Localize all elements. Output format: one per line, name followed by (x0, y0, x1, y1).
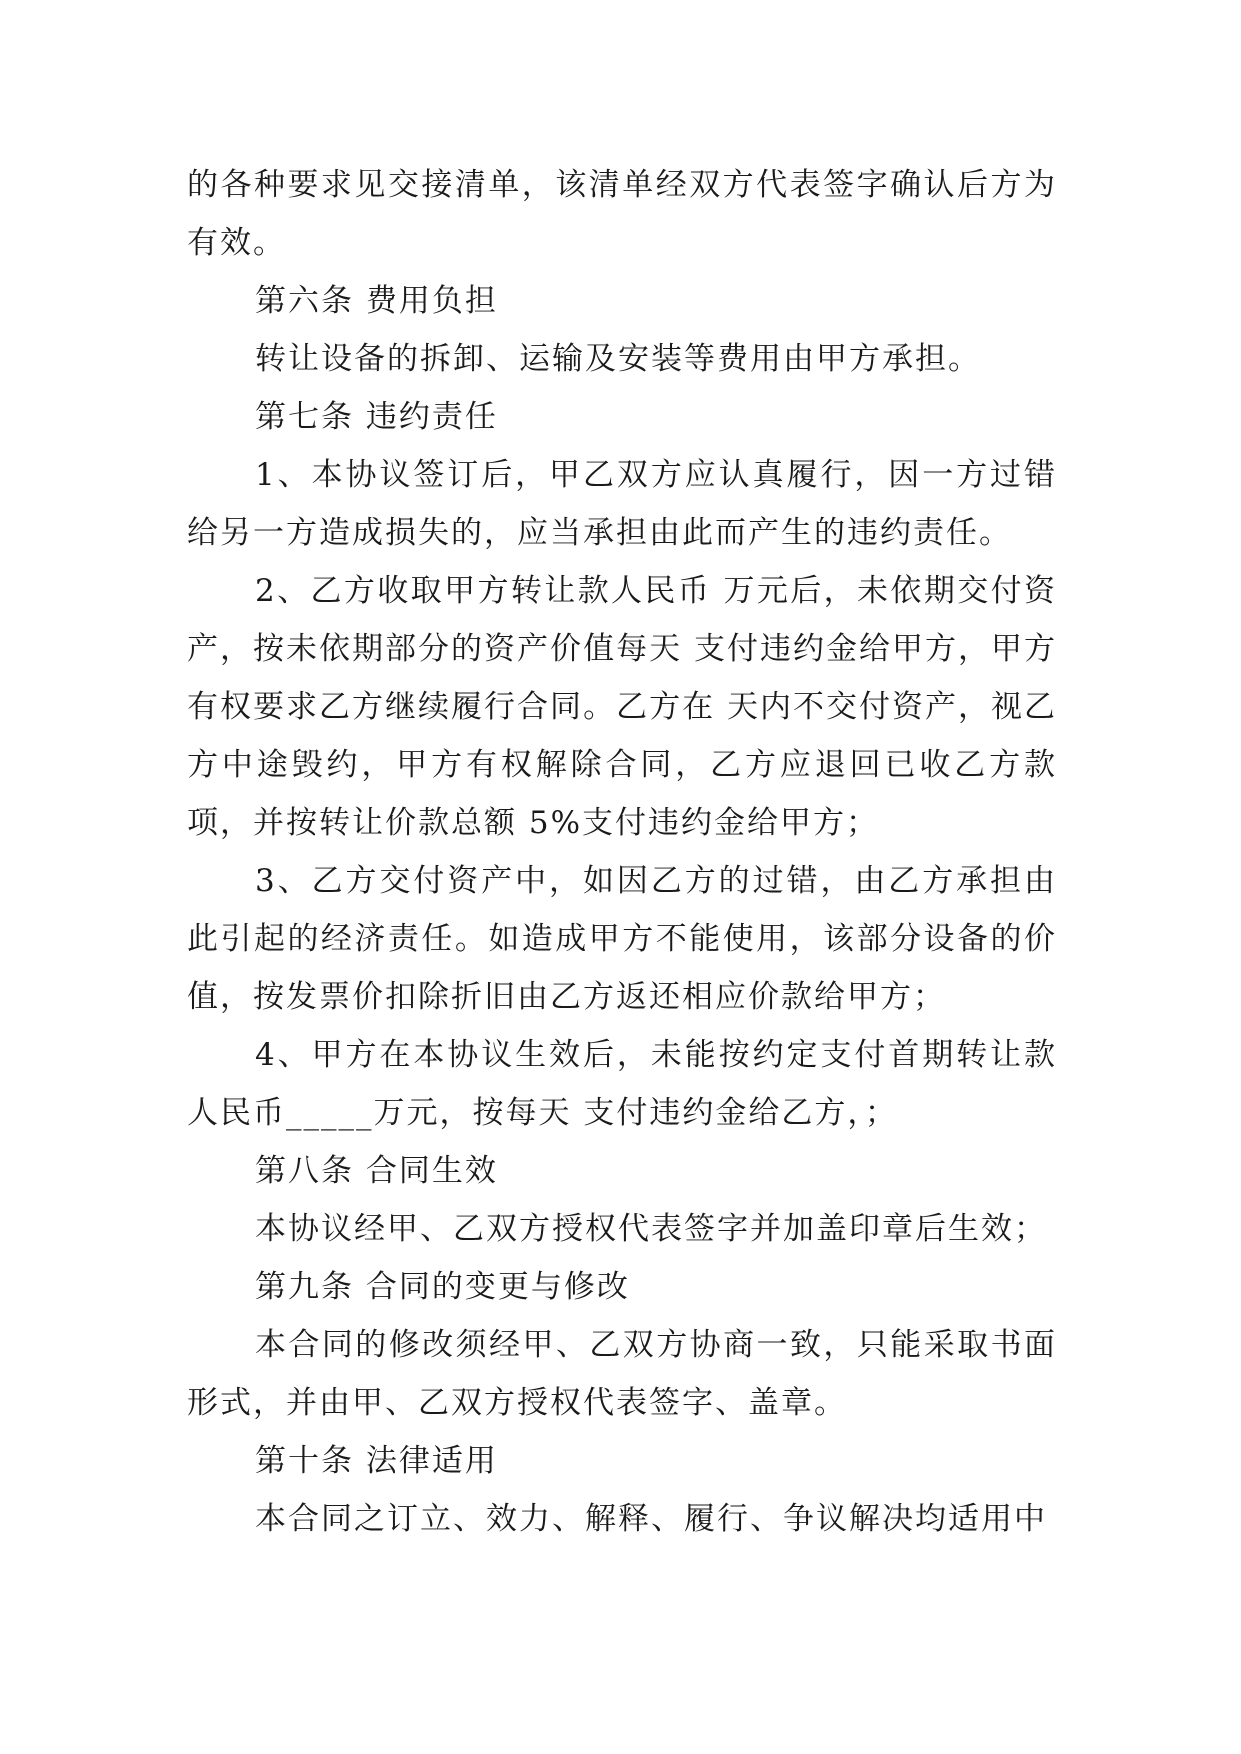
article-7-clause-4: 4、甲方在本协议生效后，未能按约定支付首期转让款人民币_____万元，按每天 支付违约金给乙方，； (187, 1037, 1057, 1131)
article-7-clause-3: 3、乙方交付资产中，如因乙方的过错，由乙方承担由此引起的经济责任。如造成甲方不能使用，该部分设备的价值，按发票价扣除折旧由乙方返还相应价款给甲方； (187, 863, 1057, 1015)
article-10-heading: 第十条 法律适用 (255, 1443, 498, 1479)
article-6-body: 转让设备的拆卸、运输及安装等费用由甲方承担。 (255, 341, 981, 377)
article-7-heading: 第七条 违约责任 (255, 399, 498, 435)
article-6-heading: 第六条 费用负担 (255, 283, 498, 319)
paragraph-continuation: 的各种要求见交接清单，该清单经双方代表签字确认后方为有效。 (187, 167, 1057, 261)
article-7-clause-2: 2、乙方收取甲方转让款人民币 万元后，未依期交付资产，按未依期部分的资产价值每天 支付违约金给甲方，甲方有权要求乙方继续履行合同。乙方在 天内不交付资产，视乙方中途毁约，甲方有权解除合同，乙方应退回已收乙方款项，并按转让价款总额 5%支付违约金给甲方； (187, 573, 1057, 841)
document-body (187, 156, 1057, 1548)
article-7-clause-1: 1、本协议签订后，甲乙双方应认真履行，因一方过错给另一方造成损失的，应当承担由此而产生的违约责任。 (187, 457, 1057, 551)
article-8-heading: 第八条 合同生效 (255, 1153, 498, 1189)
article-9-body: 本合同的修改须经甲、乙双方协商一致，只能采取书面形式，并由甲、乙双方授权代表签字、盖章。 (187, 1327, 1057, 1421)
article-10-body: 本合同之订立、效力、解释、履行、争议解决均适用中 (255, 1501, 1047, 1537)
article-8-body: 本协议经甲、乙双方授权代表签字并加盖印章后生效； (255, 1211, 1047, 1247)
article-9-heading: 第九条 合同的变更与修改 (255, 1269, 630, 1305)
